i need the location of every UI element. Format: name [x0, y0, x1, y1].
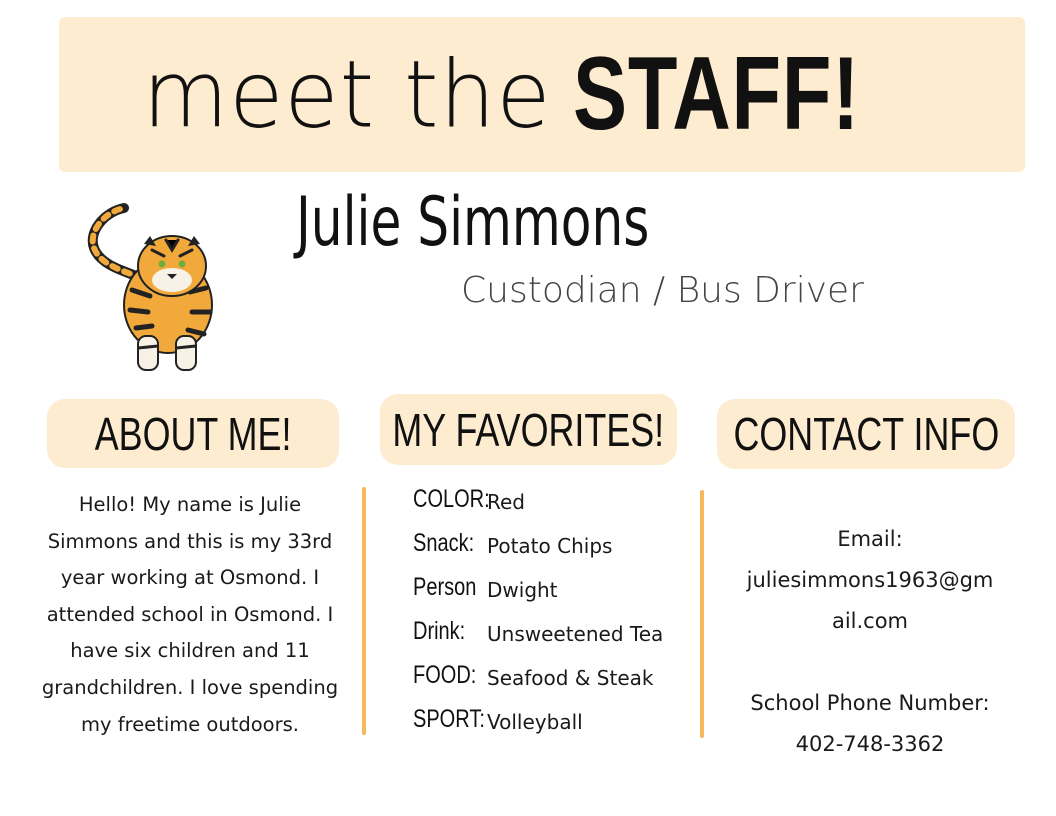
phone-label: School Phone Number:	[750, 691, 990, 715]
column-divider-left	[362, 487, 366, 735]
favorite-person	[413, 573, 698, 617]
favorite-color	[413, 485, 698, 529]
about-line: have six children and 11	[70, 639, 310, 663]
favorites-list	[413, 485, 698, 749]
contact-heading	[717, 399, 1015, 469]
favorite-snack	[413, 529, 698, 573]
column-divider-right	[700, 490, 704, 738]
favorites-heading	[380, 394, 677, 465]
about-line: my freetime outdoors.	[81, 712, 299, 736]
favorite-label: Person	[413, 573, 477, 601]
favorite-label: Snack:	[413, 529, 475, 557]
about-text	[40, 487, 340, 743]
about-heading-text: ABOUT ME!	[94, 407, 292, 460]
email-line-2: ail.com	[831, 609, 909, 633]
tiger-icon	[80, 200, 225, 375]
favorite-sport	[413, 705, 698, 749]
staff-name: Julie Simmons	[296, 183, 650, 262]
about-line: Simmons and this is my 33rd	[47, 529, 333, 553]
email-label: Email:	[837, 527, 903, 551]
about-line: year working at Osmond. I	[60, 566, 320, 590]
favorite-value: Potato Chips	[487, 534, 613, 558]
favorite-value: Seafood & Steak	[487, 666, 654, 690]
favorite-value: Unsweetened Tea	[487, 622, 664, 646]
title-light: meet the	[142, 40, 552, 149]
favorite-label: Drink:	[413, 617, 466, 645]
favorite-drink	[413, 617, 698, 661]
email-line-1: juliesimmons1963@gm	[746, 568, 994, 592]
contact-info	[722, 519, 1018, 765]
favorite-label: COLOR:	[413, 485, 490, 513]
title-bold: STAFF!	[573, 36, 861, 152]
favorite-value: Dwight	[487, 578, 558, 602]
title-banner	[59, 17, 1025, 172]
about-line: attended school in Osmond. I	[46, 602, 334, 626]
about-line: Hello! My name is Julie	[78, 493, 302, 516]
favorite-label: SPORT:	[413, 705, 485, 733]
favorite-food	[413, 661, 698, 705]
about-heading	[47, 399, 339, 468]
phone-number: 402-748-3362	[795, 732, 945, 756]
favorite-value: Volleyball	[487, 710, 583, 734]
contact-heading-text: CONTACT INFO	[733, 408, 999, 460]
favorites-heading-text: MY FAVORITES!	[392, 403, 665, 456]
about-line: grandchildren. I love spending	[41, 675, 339, 699]
staff-role: Custodian / Bus Driver	[461, 270, 864, 311]
contact-spacer	[722, 642, 1018, 683]
favorite-value: Red	[487, 490, 525, 514]
favorite-label: FOOD:	[413, 661, 477, 689]
